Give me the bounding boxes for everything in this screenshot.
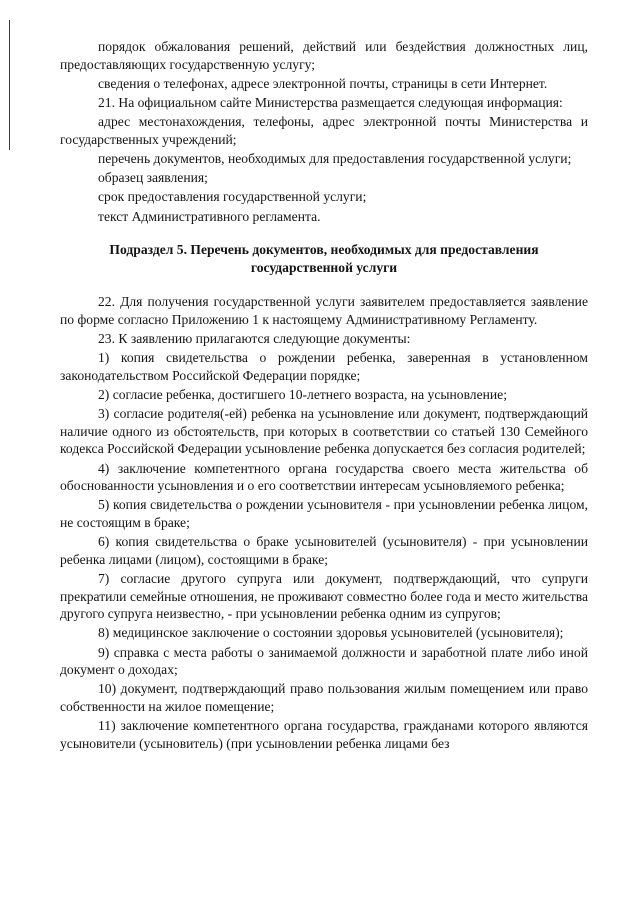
list-item: 9) справка с места работы о занимаемой должности и заработной плате либо иной документ о доходах; [60, 644, 588, 678]
list-item: 3) согласие родителя(-ей) ребенка на усыновление или документ, подтверждающий наличие одного из обстоятельств, при которых в соответствии со статьей 130 Семейного кодекса Российской Федерации усыновление ребенка допускается без согласия родителей; [60, 406, 588, 457]
paragraph: адрес местонахождения, телефоны, адрес электронной почты Министерства и государственных учреждений; [60, 114, 588, 147]
paragraph: 22. Для получения государственной услуги заявителем предоставляется заявление по форме согласно Приложению 1 к настоящему Административному Регламенту. [60, 294, 588, 327]
paragraph: сведения о телефонах, адресе электронной почты, страницы в сети Интернет. [98, 75, 548, 91]
list-item: 10) документ, подтверждающий право пользования жилым помещением или право собственности на жилое помещение; [60, 681, 588, 714]
list-item: 4) заключение компетентного органа государства своего места жительства об обоснованности усыновления и о его соответствии интересам усыновляемого ребенка; [60, 460, 588, 494]
list-item: 1) копия свидетельства о рождении ребенка, заверенная в установленном законодательством Российской Федерации порядке; [60, 350, 588, 383]
section-after [60, 293, 588, 752]
paragraph: 21. На официальном сайте Министерства размещается следующая информация: [98, 94, 563, 110]
list-item: 11) заключение компетентного органа государства, гражданами которого являются усыновители (усыновитель) (при усыновлении ребенка лицами без [60, 718, 588, 751]
paragraph: порядок обжалования решений, действий или бездействия должностных лиц, предоставляющих государственную услугу; [60, 39, 588, 72]
paragraph: 23. К заявлению прилагаются следующие документы: [98, 331, 411, 347]
list-item: 6) копия свидетельства о браке усыновителей (усыновителя) - при усыновлении ребенка лицами (лицом), состоящими в браке; [60, 534, 588, 567]
paragraph: текст Административного регламента. [98, 208, 321, 224]
document-page [60, 38, 588, 754]
scan-margin-line [9, 20, 10, 150]
section-heading: Подраздел 5. Перечень документов, необходимых для предоставления государственной услуги [109, 242, 539, 275]
list-item: 2) согласие ребенка, достигшего 10-летнего возраста, на усыновление; [98, 387, 507, 403]
list-item: 5) копия свидетельства о рождении усыновителя - при усыновлении ребенка лицом, не состоящим в браке; [60, 497, 588, 530]
list-item: 7) согласие другого супруга или документ, подтверждающий, что супруги прекратили семейные отношения, не проживают совместно более года и место жительства другого супруга неизвестно, - при усыновлении ребенка одним из супругов; [60, 570, 588, 622]
paragraph: срок предоставления государственной услуги; [98, 189, 367, 205]
list-item: 8) медицинское заключение о состоянии здоровья усыновителей (усыновителя); [98, 625, 564, 641]
section-before [60, 38, 588, 225]
paragraph: образец заявления; [98, 170, 208, 186]
paragraph: перечень документов, необходимых для предоставления государственной услуги; [98, 150, 572, 166]
